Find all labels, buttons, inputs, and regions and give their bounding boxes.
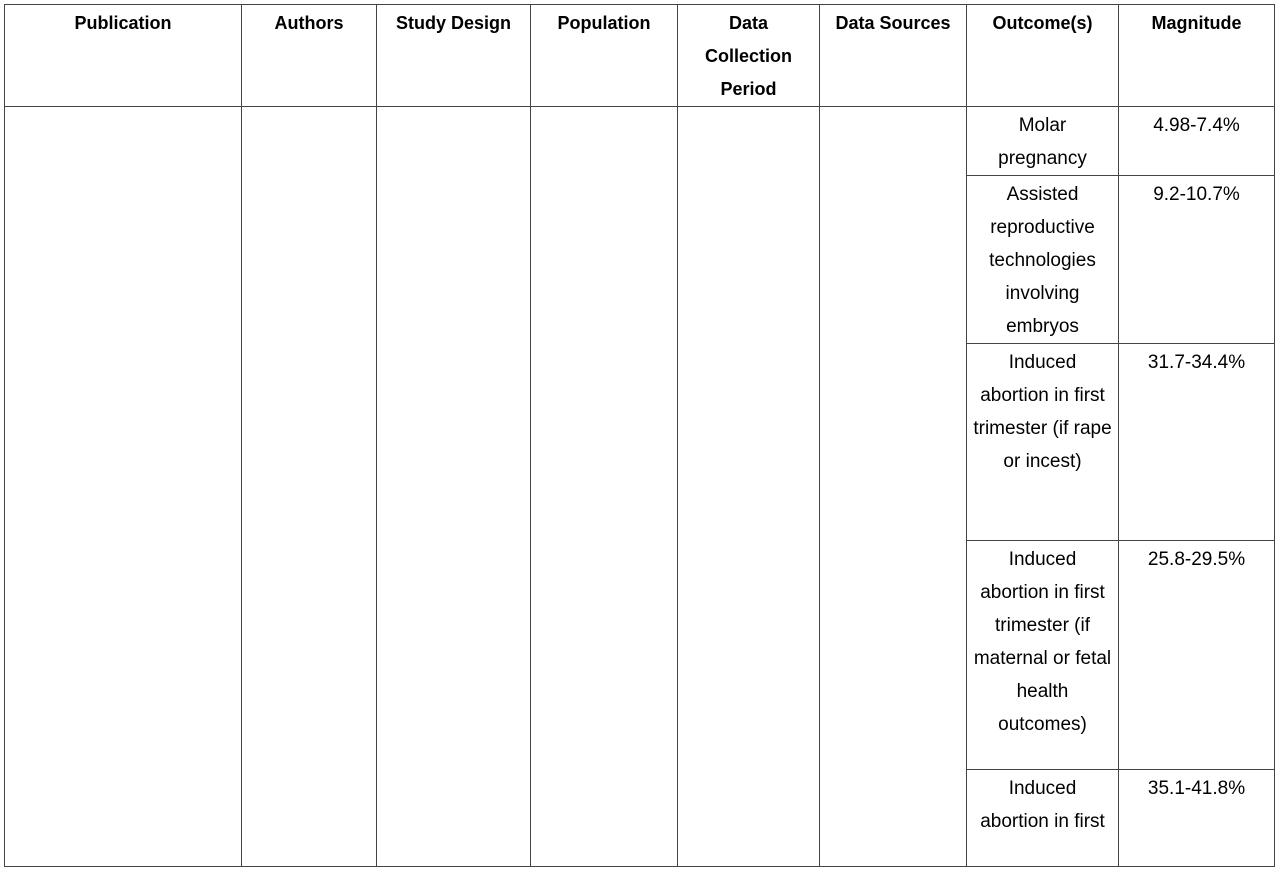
outcome-cell: Molar pregnancy xyxy=(967,107,1119,176)
header-authors: Authors xyxy=(242,5,377,107)
header-population: Population xyxy=(531,5,678,107)
magnitude-cell: 25.8-29.5% xyxy=(1119,541,1275,770)
study-design-cell xyxy=(377,107,531,867)
population-cell xyxy=(531,107,678,867)
authors-cell xyxy=(242,107,377,867)
magnitude-cell: 9.2-10.7% xyxy=(1119,176,1275,344)
outcome-cell: Induced abortion in first trimester (if rape or incest) xyxy=(967,344,1119,541)
magnitude-cell: 31.7-34.4% xyxy=(1119,344,1275,541)
header-publication: Publication xyxy=(5,5,242,107)
header-magnitude: Magnitude xyxy=(1119,5,1275,107)
header-data-sources: Data Sources xyxy=(820,5,967,107)
header-data-collection-period: Data Collection Period xyxy=(678,5,820,107)
header-row xyxy=(5,5,1275,107)
data-table xyxy=(4,4,1275,867)
magnitude-cell: 4.98-7.4% xyxy=(1119,107,1275,176)
publication-cell xyxy=(5,107,242,867)
magnitude-cell: 35.1-41.8% xyxy=(1119,770,1275,867)
outcome-cell: Assisted reproductive technologies involving embryos xyxy=(967,176,1119,344)
outcome-cell: Induced abortion in first trimester (if maternal or fetal health outcomes) xyxy=(967,541,1119,770)
data-sources-cell xyxy=(820,107,967,867)
data-collection-period-cell xyxy=(678,107,820,867)
outcome-cell: Induced abortion in first xyxy=(967,770,1119,867)
header-study-design: Study Design xyxy=(377,5,531,107)
header-outcomes: Outcome(s) xyxy=(967,5,1119,107)
table-row xyxy=(5,107,1275,176)
